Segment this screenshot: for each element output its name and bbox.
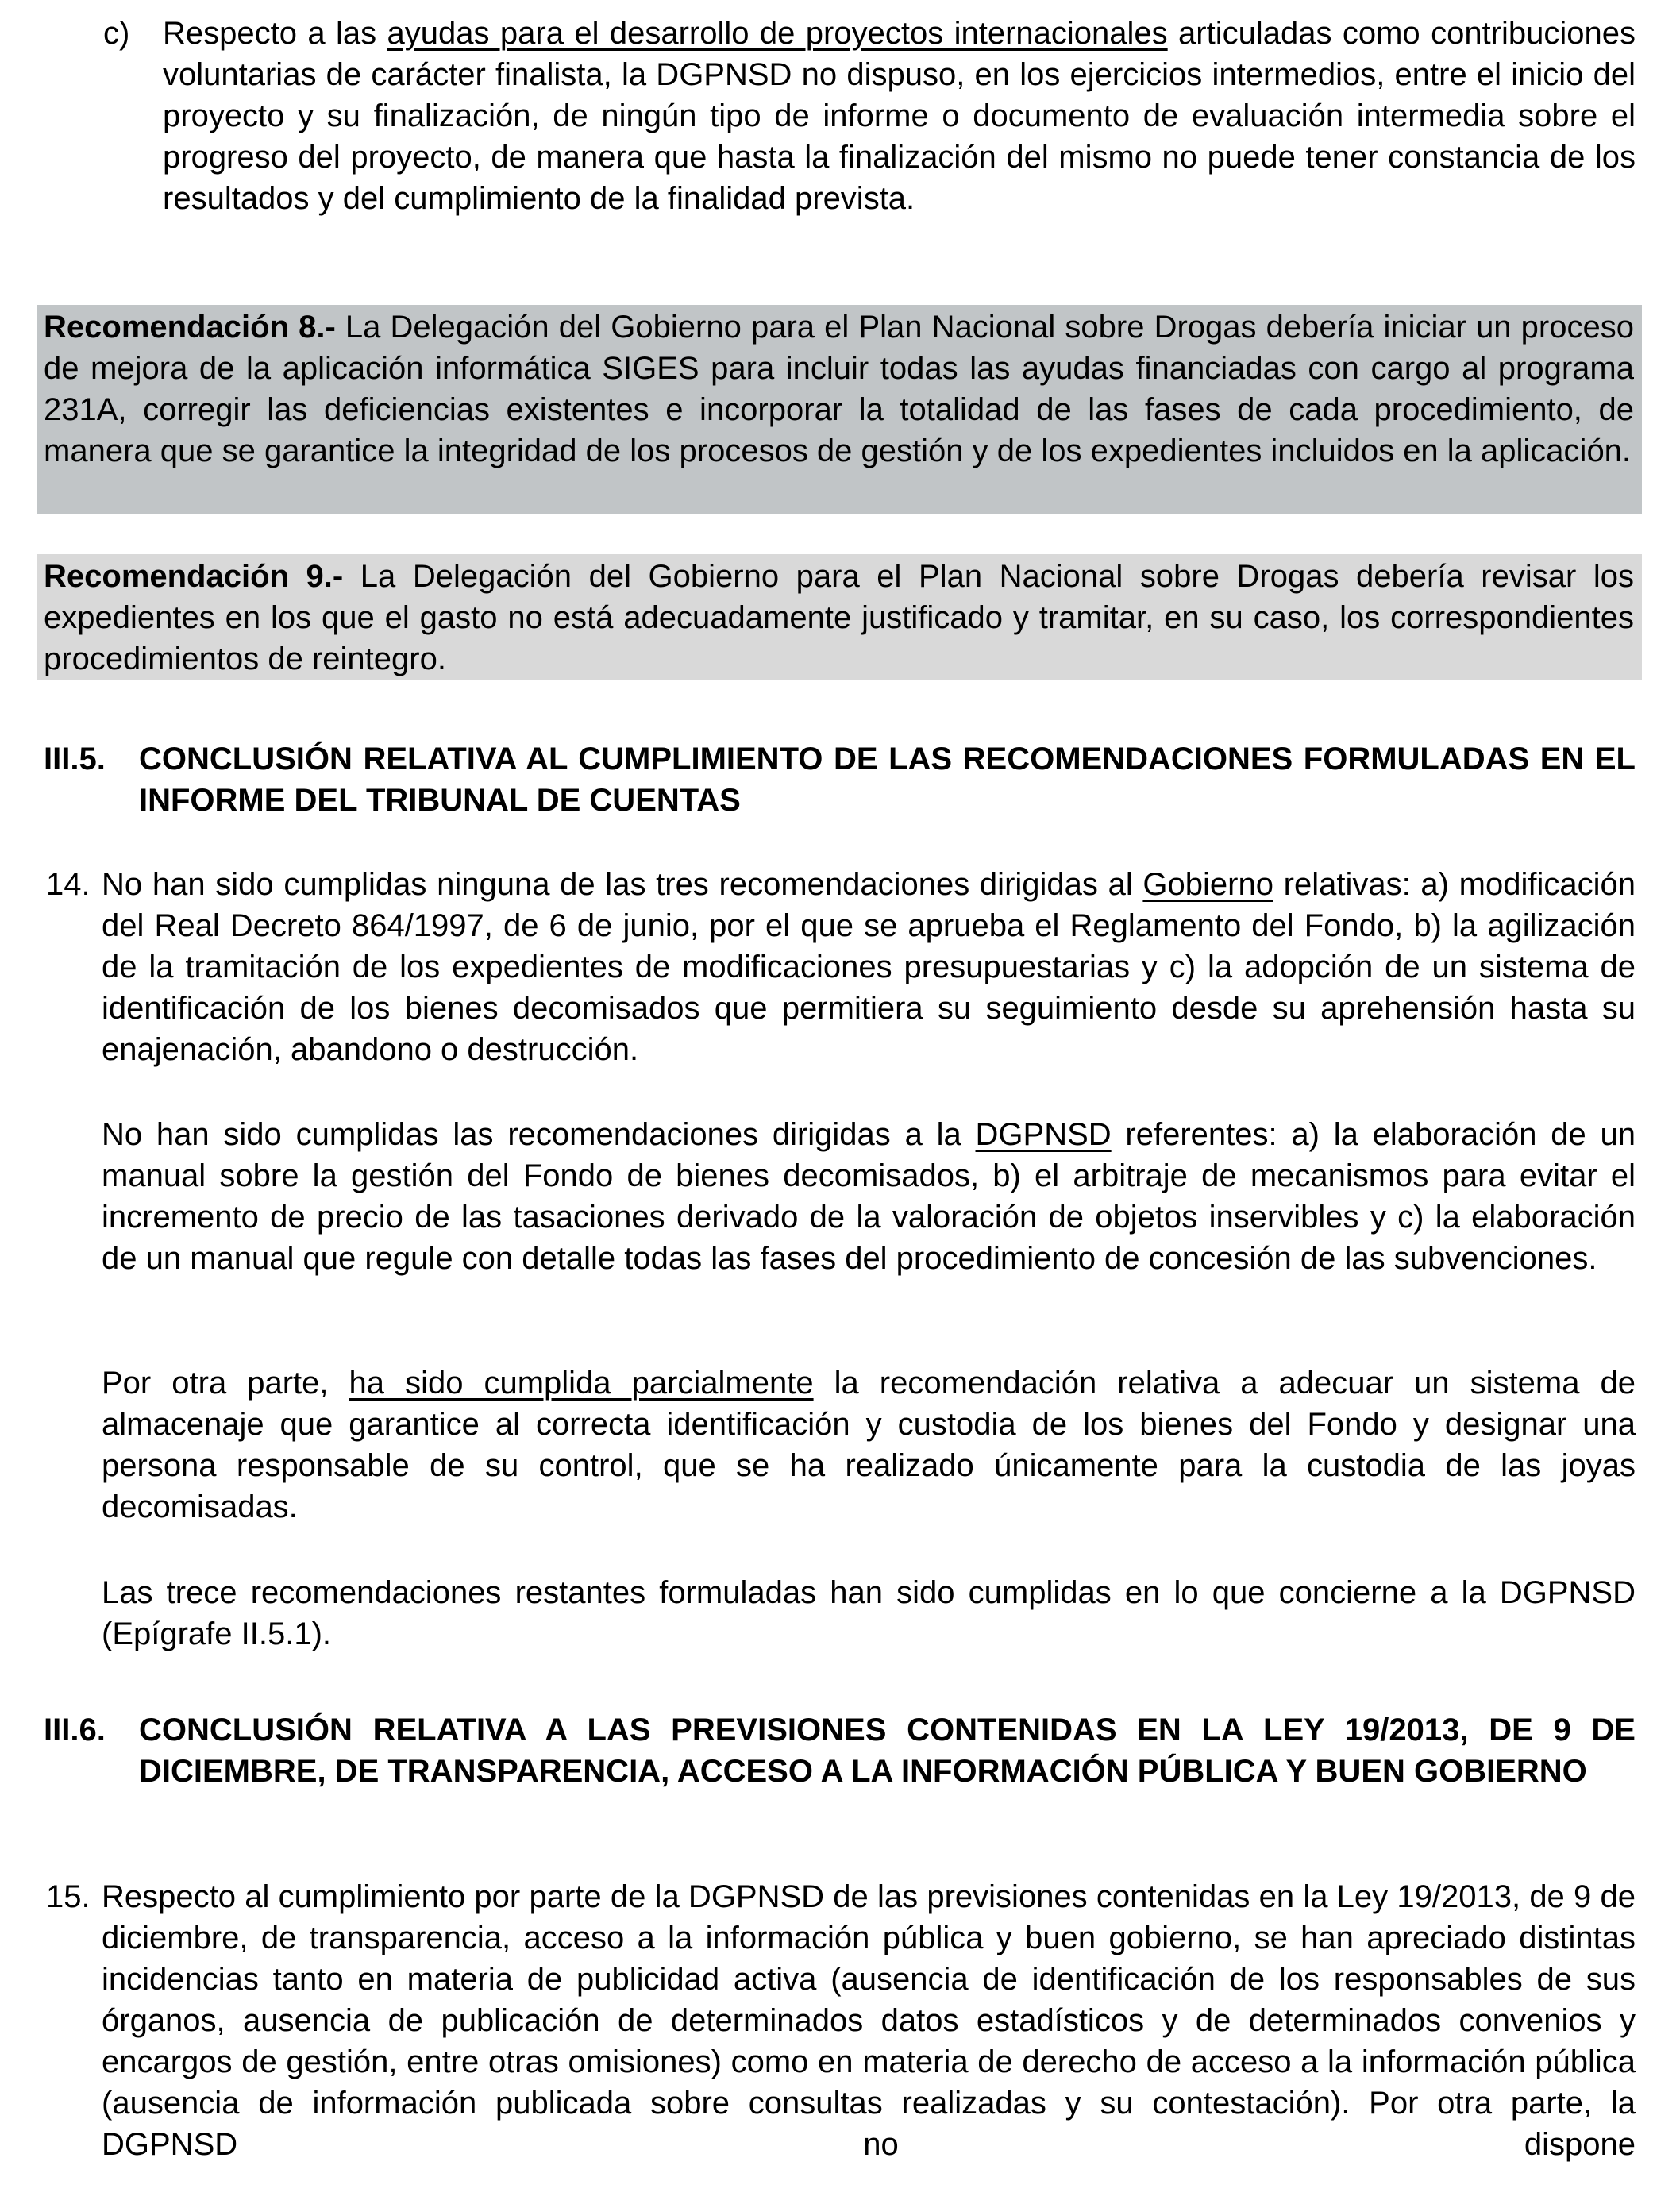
underlined-text: Gobierno: [1142, 867, 1273, 902]
text-run: articuladas como contribuciones voluntarias de carácter finalista, la DGPNSD no dispuso, en los ejercicios intermedios, entre el inicio del proyecto y su finalización, de ningún tipo de informe o documento de evaluación intermedia sobre el progreso del proyecto, de manera que hasta la finalización del mismo no puede tener constancia de los resultados y del cumplimiento de la finalidad prevista.: [163, 16, 1636, 216]
paragraph-partial: [102, 1362, 1636, 1528]
list-item-text: Respecto al cumplimiento por parte de la DGPNSD de las previsiones contenidas en la Ley 19/2013, de 9 de diciembre, de transparencia, acceso a la información pública y buen gobierno, se han apreciado distintas incidencias tanto en materia de publicidad activa (ausencia de identificación de los responsables de sus órganos, ausencia de publicación de determinados datos estadísticos y de determinados convenios y encargos de gestión, entre otras omisiones) como en materia de derecho de acceso a la información pública (ausencia de información publicada sobre consultas realizadas y su contestación). Por otra parte, la DGPNSD no dispone: [102, 1879, 1636, 2162]
text-run: la recomendación relativa a adecuar un sistema de almacenaje que garantice al correcta identificación y custodia de los bienes del Fondo y designar una persona responsable de su control, que se ha realizado únicamente para la custodia de las joyas decomisadas.: [102, 1366, 1636, 1524]
section-title: CONCLUSIÓN RELATIVA A LAS PREVISIONES CONTENIDAS EN LA LEY 19/2013, DE 9 DE DICIEMBRE, DE TRANSPARENCIA, ACCESO A LA INFORMACIÓN PÚBLICA Y BUEN GOBIERNO: [139, 1713, 1636, 1789]
paragraph-dgpnsd: [102, 1114, 1636, 1279]
underlined-text: DGPNSD: [975, 1117, 1112, 1152]
recommendation-8-box: [37, 305, 1642, 514]
text-run: Respecto a las: [163, 16, 387, 51]
recommendation-text: La Delegación del Gobierno para el Plan Nacional sobre Drogas debería revisar los expedientes en los que el gasto no está adecuadamente justificado y tramitar, en su caso, los correspondientes procedimientos de reintegro.: [44, 559, 1635, 676]
section-number: III.5.: [44, 742, 106, 776]
recommendation-title: Recomendación 8.-: [44, 310, 336, 345]
list-item-text: [102, 864, 1636, 1070]
underlined-text: ha sido cumplida parcialmente: [349, 1366, 814, 1401]
list-item-15: [46, 1876, 1636, 2165]
list-item-label: c): [103, 16, 130, 51]
recommendation-title: Recomendación 9.-: [44, 559, 344, 594]
text-run: relativas: a) modificación del Real Decreto 864/1997, de 6 de junio, por el que se aprueba el Reglamento del Fondo, b) la agilización de la tramitación de los expedientes de modificaciones presupuestarias y c) la adopción de un sistema de identificación de los bienes decomisados que permitiera su seguimiento desde su aprehensión hasta su enajenación, abandono o destrucción.: [102, 867, 1636, 1067]
recommendation-9-box: [37, 554, 1642, 680]
recommendation-text: La Delegación del Gobierno para el Plan Nacional sobre Drogas debería iniciar un proceso de mejora de la aplicación informática SIGES para incluir todas las ayudas financiadas con cargo al programa 231A, corregir las deficiencias existentes e incorporar la totalidad de las fases de cada procedimiento, de manera que se garantice la integridad de los procesos de gestión y de los expedientes incluidos en la aplicación.: [44, 310, 1634, 468]
section-number: III.6.: [44, 1713, 106, 1747]
text-run: Por otra parte,: [102, 1366, 349, 1401]
list-item-label: 14.: [46, 867, 91, 902]
section-heading-3-6: [44, 1709, 1636, 1792]
paragraph-remaining: Las trece recomendaciones restantes formuladas han sido cumplidas en lo que concierne a la DGPNSD (Epígrafe II.5.1).: [102, 1575, 1636, 1651]
list-item-text: [163, 13, 1636, 219]
list-item-c: [103, 13, 1636, 219]
list-item-label: 15.: [46, 1879, 91, 1914]
underlined-text: ayudas para el desarrollo de proyectos internacionales: [387, 16, 1168, 51]
section-title: CONCLUSIÓN RELATIVA AL CUMPLIMIENTO DE LAS RECOMENDACIONES FORMULADAS EN EL INFORME DEL TRIBUNAL DE CUENTAS: [139, 742, 1636, 818]
text-run: No han sido cumplidas las recomendaciones dirigidas a la: [102, 1117, 976, 1152]
list-item-14: [46, 864, 1636, 1070]
section-heading-3-5: [44, 738, 1636, 821]
text-run: referentes: a) la elaboración de un manual sobre la gestión del Fondo de bienes decomisados, b) el arbitraje de mecanismos para evitar el incremento de precio de las tasaciones derivado de la valoración de objetos inservibles y c) la elaboración de un manual que regule con detalle todas las fases del procedimiento de concesión de las subvenciones.: [102, 1117, 1636, 1276]
text-run: No han sido cumplidas ninguna de las tres recomendaciones dirigidas al: [102, 867, 1143, 902]
